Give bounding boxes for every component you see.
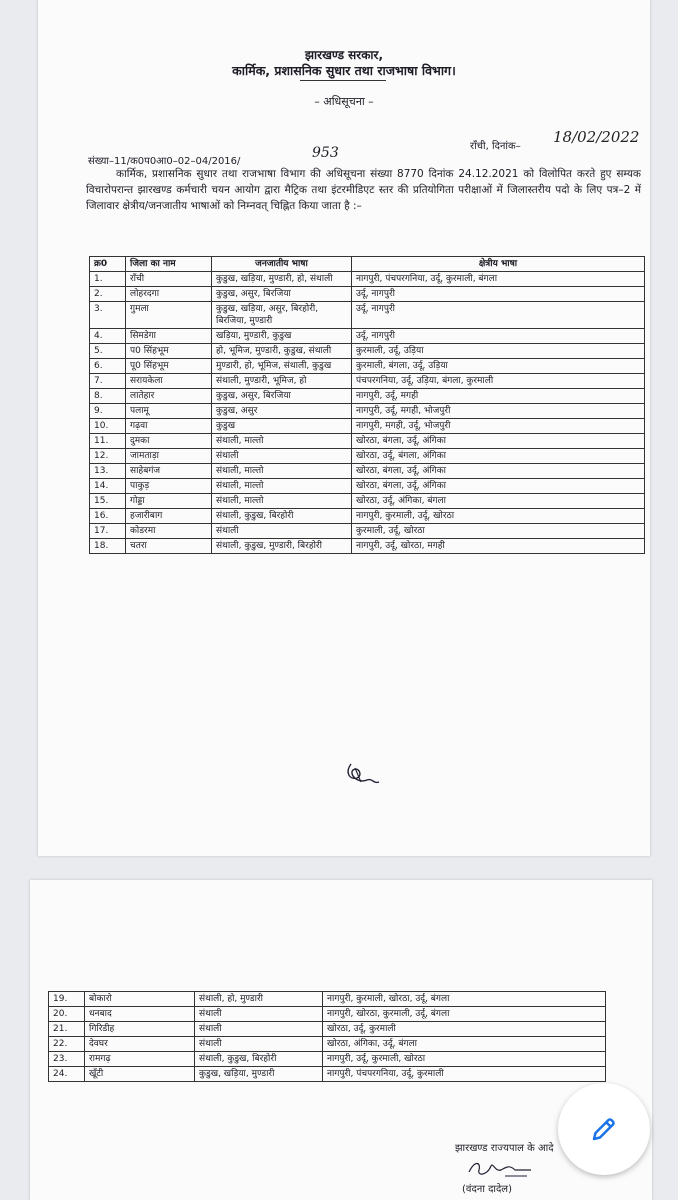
cell-sno: 6. [90,359,126,374]
cell-regional: खोरठा, बंगला, उर्दू, अंगिका [352,479,645,494]
cell-regional: उर्दू, नागपुरी [352,287,645,302]
cell-district: गिरिडीह [85,1022,195,1037]
cell-district: प0 सिंहभूम [126,344,212,359]
cell-tribal: खड़िया, मुण्डारी, कुडुख [212,329,352,344]
cell-district: पलामू [126,404,212,419]
cell-regional: कुरमाली, बंगला, उर्दू, उड़िया [352,359,645,374]
cell-tribal: कुडुख, असुर [212,404,352,419]
cell-tribal: हो, भूमिज, मुण्डारी, कुडुख, संथाली [212,344,352,359]
cell-regional: नागपुरी, उर्दू, मगही, भोजपुरी [352,404,645,419]
cell-district: गढ़वा [126,419,212,434]
table-row [90,539,645,554]
table-row [90,302,645,329]
cell-tribal: संथाली [195,1007,323,1022]
cell-sno: 10. [90,419,126,434]
cell-regional: नागपुरी, कुरमाली, खोरठा, उर्दू, बंगला [323,992,606,1007]
cell-regional: नागपुरी, उर्दू, मगही [352,389,645,404]
governor-order-line: झारखण्ड राज्यपाल के आदे [455,1143,554,1154]
cell-sno: 12. [90,449,126,464]
cell-district: साहेबगंज [126,464,212,479]
cell-sno: 7. [90,374,126,389]
cell-sno: 23. [49,1052,85,1067]
department-heading: कार्मिक, प्रशासनिक सुधार तथा राजभाषा विभाग। [232,63,456,78]
cell-sno: 1. [90,272,126,287]
cell-district: हजारीबाग [126,509,212,524]
table-row [90,374,645,389]
cell-regional: पंचपरगनिया, उर्दू, उड़िया, बंगला, कुरमाली [352,374,645,389]
cell-tribal: कुडुख, खड़िया, असुर, बिरहोरी, बिरजिया, मुण्डारी [212,302,352,329]
cell-tribal: संथाली [212,524,352,539]
cell-tribal: संथाली, कुडुख, बिरहोरी [195,1052,323,1067]
cell-sno: 14. [90,479,126,494]
cell-district: जामताड़ा [126,449,212,464]
cell-sno: 22. [49,1037,85,1052]
signature [465,1158,535,1180]
table-row [90,272,645,287]
cell-tribal: संथाली, कुडुख, मुण्डारी, बिरहोरी [212,539,352,554]
table-row [90,419,645,434]
cell-tribal: कुडुख, असुर, बिरजिया [212,287,352,302]
cell-sno: 13. [90,464,126,479]
header-district: जिला का नाम [126,257,212,272]
cell-sno: 17. [90,524,126,539]
signature-initials [343,758,381,788]
header-sno: क्र0 [90,257,126,272]
cell-regional: नागपुरी, खोरठा, कुरमाली, उर्दू, बंगला [323,1007,606,1022]
cell-sno: 16. [90,509,126,524]
cell-tribal: संथाली, माल्तो [212,494,352,509]
cell-district: लातेहार [126,389,212,404]
cell-sno: 9. [90,404,126,419]
cell-sno: 2. [90,287,126,302]
cell-regional: नागपुरी, कुरमाली, उर्दू, खोरठा [352,509,645,524]
cell-district: गुमला [126,302,212,329]
table-row [90,479,645,494]
edit-button[interactable] [558,1083,650,1175]
table-row [90,404,645,419]
cell-tribal: मुण्डारी, हो, भूमिज, संथाली, कुडुख [212,359,352,374]
header-tribal: जनजातीय भाषा [212,257,352,272]
cell-regional: कुरमाली, उर्दू, उड़िया [352,344,645,359]
cell-sno: 20. [49,1007,85,1022]
notification-title: – अधिसूचना – [314,95,374,108]
notification-body: कार्मिक, प्रशासनिक सुधार तथा राजभाषा विभाग की अधिसूचना संख्या 8770 दिनांक 24.12.2021 को विलोपित करते हुए सम्यक विचारोपरान्त झारखण्ड कर्मचारी चयन आयोग द्वारा मैट्रिक तथा इंटरमीडिएट स्तर की प्रतियोगिता परीक्षाओं में जिलास्तरीय पदो के लिए पत्र–2 में जिलावार क्षेत्रीय/जनजातीय भाषाओं को निम्नवत् चिह्नित किया जाता है :– [86,168,641,212]
cell-regional: खोरठा, बंगला, उर्दू, अंगिका [352,434,645,449]
cell-regional: खोरठा, बंगला, उर्दू, अंगिका [352,464,645,479]
cell-district: सिमडेगा [126,329,212,344]
cell-regional: खोरठा, उर्दू, बंगला, अंगिका [352,449,645,464]
handwritten-date: 18/02/2022 [553,128,640,146]
table-row [90,329,645,344]
cell-district: पाकुड़ [126,479,212,494]
cell-sno: 19. [49,992,85,1007]
language-table-part-1 [89,256,645,554]
cell-tribal: कुडुख, खड़िया, मुण्डारी, हो, संथाली [212,272,352,287]
cell-tribal: संथाली, माल्तो [212,464,352,479]
cell-district: पू0 सिंहभूम [126,359,212,374]
cell-tribal: संथाली [212,449,352,464]
cell-sno: 4. [90,329,126,344]
cell-sno: 24. [49,1067,85,1082]
cell-regional: नागपुरी, मगही, उर्दू, भोजपुरी [352,419,645,434]
cell-tribal: कुडुख [212,419,352,434]
cell-regional: नागपुरी, उर्दू, खोरठा, मगही [352,539,645,554]
cell-district: लोहरदगा [126,287,212,302]
cell-sno: 3. [90,302,126,329]
reference-number: संख्या–11/क0प0आ0–02–04/2016/ [88,156,241,167]
cell-regional: खोरठा, उर्दू, अंगिका, बंगला [352,494,645,509]
cell-tribal: कुडुख, असुर, बिरजिया [212,389,352,404]
pencil-icon [589,1114,619,1144]
table-row [90,359,645,374]
cell-regional: उर्दू, नागपुरी [352,329,645,344]
table-row [90,524,645,539]
cell-sno: 21. [49,1022,85,1037]
document-page-1 [38,0,650,856]
handwritten-reference-number: 953 [312,145,339,161]
cell-sno: 5. [90,344,126,359]
cell-tribal: संथाली, कुडुख, बिरहोरी [212,509,352,524]
cell-district: धनबाद [85,1007,195,1022]
table-row [49,1052,606,1067]
cell-sno: 15. [90,494,126,509]
place-date-label: राँची, दिनांक– [470,141,521,152]
cell-regional: नागपुरी, पंचपरगनिया, उर्दू, कुरमाली, बंगला [352,272,645,287]
cell-district: रामगढ़ [85,1052,195,1067]
table-row [90,509,645,524]
cell-district: सरायकेला [126,374,212,389]
cell-district: दुमका [126,434,212,449]
cell-district: खूँटी [85,1067,195,1082]
cell-regional: कुरमाली, उर्दू, खोरठा [352,524,645,539]
cell-district: गोड्डा [126,494,212,509]
heading-divider [300,80,386,81]
cell-district: राँची [126,272,212,287]
table-row [90,389,645,404]
header-regional: क्षेत्रीय भाषा [352,257,645,272]
cell-district: देवघर [85,1037,195,1052]
table-row [90,449,645,464]
signatory-name: (वंदना दादेल) [462,1184,512,1195]
cell-tribal: संथाली, माल्तो [212,434,352,449]
cell-regional: खोरठा, उर्दू, कुरमाली [323,1022,606,1037]
table-row [49,1022,606,1037]
table-row [90,434,645,449]
cell-district: कोडरमा [126,524,212,539]
table-row [49,992,606,1007]
cell-sno: 8. [90,389,126,404]
cell-regional: खोरठा, अंगिका, उर्दू, बंगला [323,1037,606,1052]
cell-sno: 11. [90,434,126,449]
cell-regional: नागपुरी, उर्दू, कुरमाली, खोरठा [323,1052,606,1067]
table-row [90,287,645,302]
table-row [49,1067,606,1082]
cell-district: बोकारो [85,992,195,1007]
government-heading: झारखण्ड सरकार, [304,48,383,62]
cell-tribal: संथाली, हो, मुण्डारी [195,992,323,1007]
cell-tribal: संथाली, मुण्डारी, भूमिज, हो [212,374,352,389]
table-row [90,494,645,509]
table-row [49,1037,606,1052]
cell-district: चतरा [126,539,212,554]
cell-regional: उर्दू, नागपुरी [352,302,645,329]
cell-sno: 18. [90,539,126,554]
table-row [90,464,645,479]
language-table-part-2 [48,991,606,1082]
cell-regional: नागपुरी, पंचपरगनिया, उर्दू, कुरमाली [323,1067,606,1082]
table-header-row [90,257,645,272]
table-row [49,1007,606,1022]
table-row [90,344,645,359]
cell-tribal: संथाली [195,1022,323,1037]
cell-tribal: संथाली [195,1037,323,1052]
cell-tribal: संथाली, माल्तो [212,479,352,494]
cell-tribal: कुडुख, खड़िया, मुण्डारी [195,1067,323,1082]
